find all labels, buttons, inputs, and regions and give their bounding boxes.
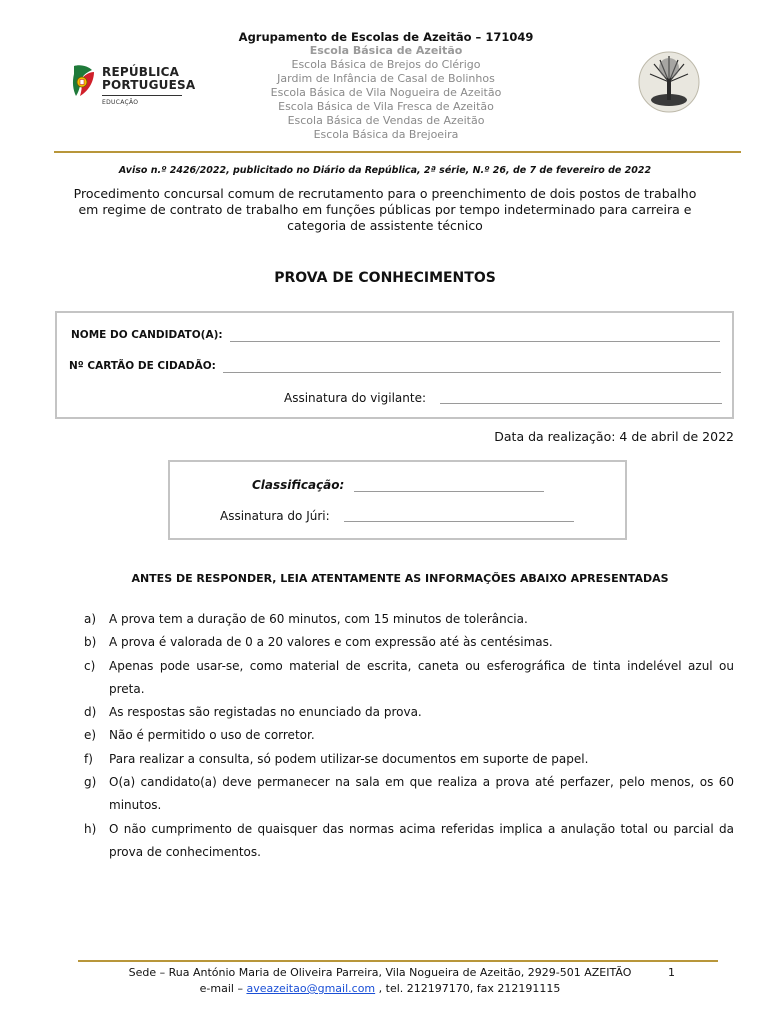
classificacao-label: Classificação:	[252, 478, 345, 492]
procedimento-description: Procedimento concursal comum de recrutamento para o preenchimento de dois postos de trabalho em regime de contrato de trabalho em funções públicas por tempo indeterminado para carreira e categoria de assistente técnico	[73, 186, 697, 233]
list-item	[84, 771, 734, 818]
school-header	[200, 30, 572, 142]
contact-numbers: , tel. 212197170, fax 212191115	[378, 982, 561, 995]
list-item-text: Não é permitido o uso de corretor.	[109, 728, 315, 743]
instructions-heading: ANTES DE RESPONDER, LEIA ATENTAMENTE AS INFORMAÇÕES ABAIXO APRESENTADAS	[131, 572, 669, 585]
list-item	[84, 818, 734, 865]
school-line: Escola Básica de Vendas de Azeitão	[287, 114, 485, 127]
list-item-text: O não cumprimento de quaisquer das normas acima referidas implica a anulação total ou parcial da prova de conhecimentos.	[109, 821, 734, 859]
footer-divider	[78, 960, 718, 962]
vigilante-signature-field[interactable]	[440, 403, 722, 404]
cartao-cidadao-label: Nº CARTÃO DE CIDADÃO:	[69, 360, 216, 372]
school-line: Escola Básica de Azeitão	[309, 44, 463, 57]
cartao-cidadao-field[interactable]	[223, 372, 721, 373]
list-item	[84, 701, 734, 724]
school-line: Escola Básica de Vila Fresca de Azeitão	[278, 100, 494, 113]
list-item	[84, 655, 734, 702]
list-item-text: A prova tem a duração de 60 minutos, com 15 minutos de tolerância.	[109, 612, 528, 626]
aviso-reference: Aviso n.º 2426/2022, publicitado no Diário da República, 2ª série, N.º 26, de 7 de fevereiro de 2022	[118, 165, 652, 176]
list-item-letter: g)	[84, 775, 97, 790]
email-prefix: e-mail –	[199, 982, 243, 995]
list-item-letter: c)	[84, 658, 96, 673]
list-item-letter: h)	[84, 821, 97, 836]
agrupamento-tree-logo	[634, 46, 704, 116]
logo-divider	[102, 95, 182, 96]
classification-box	[168, 460, 627, 540]
school-line: Jardim de Infância de Casal de Bolinhos	[277, 72, 495, 85]
classificacao-field[interactable]	[354, 491, 544, 492]
list-item-text: A prova é valorada de 0 a 20 valores e com expressão até às centésimas.	[109, 635, 553, 650]
vigilante-signature-label: Assinatura do vigilante:	[284, 391, 427, 405]
logo-text-republica: REPÚBLICA	[102, 65, 180, 79]
school-group-title: Agrupamento de Escolas de Azeitão – 171049	[238, 30, 534, 44]
footer-address: Sede – Rua António Maria de Oliveira Parreira, Vila Nogueira de Azeitão, 2929-501 AZEITÃO	[128, 966, 632, 979]
list-item-text: As respostas são registadas no enunciado da prova.	[109, 705, 422, 720]
list-item	[84, 724, 734, 747]
candidate-name-field[interactable]	[230, 341, 720, 342]
republica-emblem-icon	[70, 64, 96, 98]
list-item-letter: d)	[84, 705, 97, 720]
school-line: Escola Básica da Brejoeira	[313, 128, 459, 141]
instructions-list	[84, 608, 734, 864]
logo-text-portuguesa: PORTUGUESA	[102, 78, 196, 92]
footer-contacts	[80, 982, 680, 995]
email-link[interactable]: aveazeitao@gmail.com	[246, 982, 376, 995]
list-item-text: Apenas pode usar-se, como material de escrita, caneta ou esferográfica de tinta indelével azul ou preta.	[109, 658, 734, 696]
list-item-letter: f)	[84, 751, 93, 766]
list-item-text: O(a) candidato(a) deve permanecer na sala em que realiza a prova até perfazer, pelo menos, os 60 minutos.	[109, 775, 734, 813]
list-item-letter: a)	[84, 612, 97, 626]
header-divider	[54, 151, 741, 153]
list-item	[84, 608, 734, 631]
exam-date: Data da realização: 4 de abril de 2022	[494, 429, 734, 444]
school-line: Escola Básica de Vila Nogueira de Azeitão	[270, 86, 502, 99]
list-item	[84, 748, 734, 771]
page-number: 1	[668, 966, 675, 979]
logo-text-educacao: EDUCAÇÃO	[102, 99, 139, 106]
republica-portuguesa-logo	[70, 60, 196, 110]
juri-signature-field[interactable]	[344, 521, 574, 522]
list-item-letter: e)	[84, 728, 97, 743]
candidate-name-label: NOME DO CANDIDATO(A):	[71, 329, 223, 341]
juri-signature-label: Assinatura do Júri:	[220, 509, 330, 523]
school-line: Escola Básica de Brejos do Clérigo	[291, 58, 481, 71]
list-item	[84, 631, 734, 654]
list-item-letter: b)	[84, 635, 97, 650]
list-item-text: Para realizar a consulta, só podem utilizar-se documentos em suporte de papel.	[109, 751, 589, 766]
page-title: PROVA DE CONHECIMENTOS	[274, 270, 496, 286]
